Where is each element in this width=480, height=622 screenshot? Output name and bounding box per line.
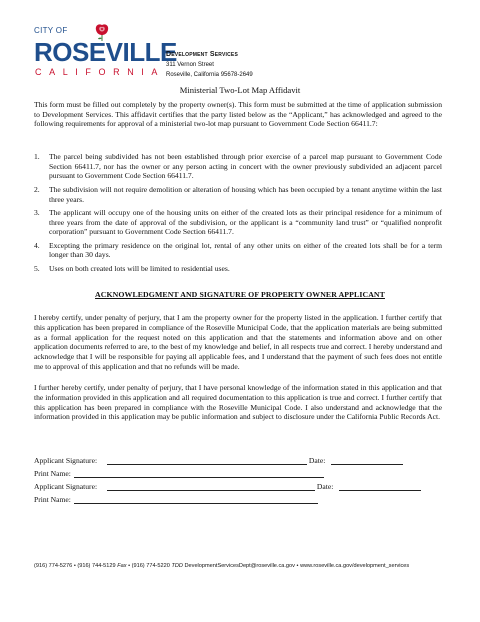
applicant-signature-line[interactable] bbox=[107, 456, 307, 465]
date-line[interactable] bbox=[331, 456, 403, 465]
print-name-label: Print Name: bbox=[34, 469, 71, 478]
department-city: Roseville, California 95678-2649 bbox=[166, 72, 253, 78]
requirement-text: The applicant will occupy one of the housing units on either of the created lots as their principal residence for a minimum of three years from the date of approval of the subdivision, or the applicant is a “community land trust” or “qualified nonprofit corporation” pursuant to Government Code Section 66411.7. bbox=[49, 207, 442, 237]
footer-fax-label: Fax bbox=[117, 563, 127, 569]
requirement-text: Excepting the primary residence on the original lot, rental of any other units on either of the created lots shall be for a term longer than 30 days. bbox=[49, 240, 442, 260]
requirement-item bbox=[34, 264, 442, 274]
date-line[interactable] bbox=[339, 482, 421, 491]
footer-tdd-label: TDD bbox=[171, 563, 183, 569]
logo-wordmark: ROSEVILLE bbox=[34, 37, 177, 67]
footer-website[interactable]: www.roseville.ca.gov/development_services bbox=[300, 563, 410, 569]
footer-separator: • bbox=[73, 563, 76, 569]
requirement-text: The subdivision will not require demolition or alteration of housing which has been occupied by a tenant anytime within the last three years. bbox=[49, 184, 442, 204]
print-name-line[interactable] bbox=[74, 495, 318, 504]
applicant-signature-label: Applicant Signature: bbox=[34, 456, 98, 465]
department-address bbox=[166, 50, 253, 80]
print-name-line[interactable] bbox=[74, 469, 324, 478]
requirement-text: The parcel being subdivided has not been established through prior exercise of a parcel map pursuant to Government Code Section 66411.7, nor has the owner or any person acting in concert with the owner previously subdivided an adjacent parcel pursuant to Government Code Section 66411.7. bbox=[49, 152, 442, 181]
date-input-1[interactable] bbox=[331, 456, 403, 465]
requirement-number: 2. bbox=[34, 184, 40, 194]
requirements-list bbox=[34, 152, 442, 277]
print-name-row-1 bbox=[34, 469, 454, 479]
requirement-item bbox=[34, 241, 442, 260]
certification-paragraph-2: I further hereby certify, under penalty of perjury, that I have personal knowledge of the information stated in this application and that the information provided in this application and all required documentation to this application is true and correct. I further certify that this application has been prepared in compliance with the Roseville Municipal Code. I also understand and acknowledge that the information provided in this application may be public information and subject to disclosure under the California Public Records Act. bbox=[34, 383, 442, 422]
certification-paragraph-1: I hereby certify, under penalty of perjury, that I am the property owner for the property listed in the application. I further certify that this application has been prepared in compliance of the Roseville Municipal Code, that the application materials are being submitted as a formal application for the request noted on this application and that the statements and information above and on other application documents referred to are, to the best of my knowledge and belief, in all respects true and correct. I hereby understand and acknowledge that I will be responsible for paying all applicable fees, and I understand that the payment of such fees does not entitle me to approval of this application and that no refunds will be made. bbox=[34, 313, 442, 371]
contact-footer bbox=[34, 563, 454, 569]
footer-tdd-number: (916) 774-5220 bbox=[131, 563, 170, 569]
signature-row-2 bbox=[34, 482, 454, 492]
footer-separator: • bbox=[296, 563, 299, 569]
print-name-input-1[interactable] bbox=[74, 469, 324, 478]
form-title: Ministerial Two-Lot Map Affidavit bbox=[179, 85, 301, 95]
footer-fax-number: (916) 744-5129 bbox=[77, 563, 116, 569]
applicant-signature-line[interactable] bbox=[107, 482, 315, 491]
signature-row-1 bbox=[34, 456, 454, 466]
requirement-text: Uses on both created lots will be limited to residential uses. bbox=[49, 263, 230, 273]
department-name: Development Services bbox=[166, 51, 238, 58]
date-input-2[interactable] bbox=[339, 482, 421, 491]
print-name-row-2 bbox=[34, 495, 454, 505]
footer-email[interactable]: DevelopmentServicesDept@roseville.ca.gov bbox=[184, 563, 295, 569]
requirement-number: 1. bbox=[34, 152, 40, 161]
print-name-label: Print Name: bbox=[34, 495, 71, 504]
requirement-number: 5. bbox=[34, 263, 40, 273]
date-label: Date: bbox=[316, 482, 334, 491]
applicant-signature-label: Applicant Signature: bbox=[34, 482, 98, 491]
requirement-number: 4. bbox=[34, 240, 40, 250]
city-logo bbox=[34, 26, 177, 78]
requirement-item bbox=[34, 185, 442, 204]
acknowledgment-heading: ACKNOWLEDGMENT AND SIGNATURE OF PROPERTY OWNER APPLICANT bbox=[95, 290, 385, 299]
applicant-signature-input-1[interactable] bbox=[107, 456, 307, 465]
requirement-item bbox=[34, 152, 442, 181]
print-name-input-2[interactable] bbox=[74, 495, 318, 504]
footer-separator: • bbox=[128, 563, 131, 569]
requirement-item bbox=[34, 208, 442, 237]
requirement-number: 3. bbox=[34, 207, 40, 217]
applicant-signature-input-2[interactable] bbox=[107, 482, 315, 491]
department-street: 311 Vernon Street bbox=[166, 62, 214, 68]
logo-state: CALIFORNIA bbox=[35, 67, 166, 77]
intro-paragraph: This form must be filled out completely by the property owner(s). This form must be submitted at the time of application submission to Development Services. This affidavit certifies that the party listed below as the “Applicant,” has acknowledged and agreed to the following requirements for approval of a ministerial two-lot map pursuant to Government Code Section 66411.7: bbox=[34, 100, 442, 129]
date-label: Date: bbox=[308, 456, 326, 465]
logo-city-of: CITY OF bbox=[34, 26, 68, 35]
footer-phone: (916) 774-5276 bbox=[34, 563, 73, 569]
